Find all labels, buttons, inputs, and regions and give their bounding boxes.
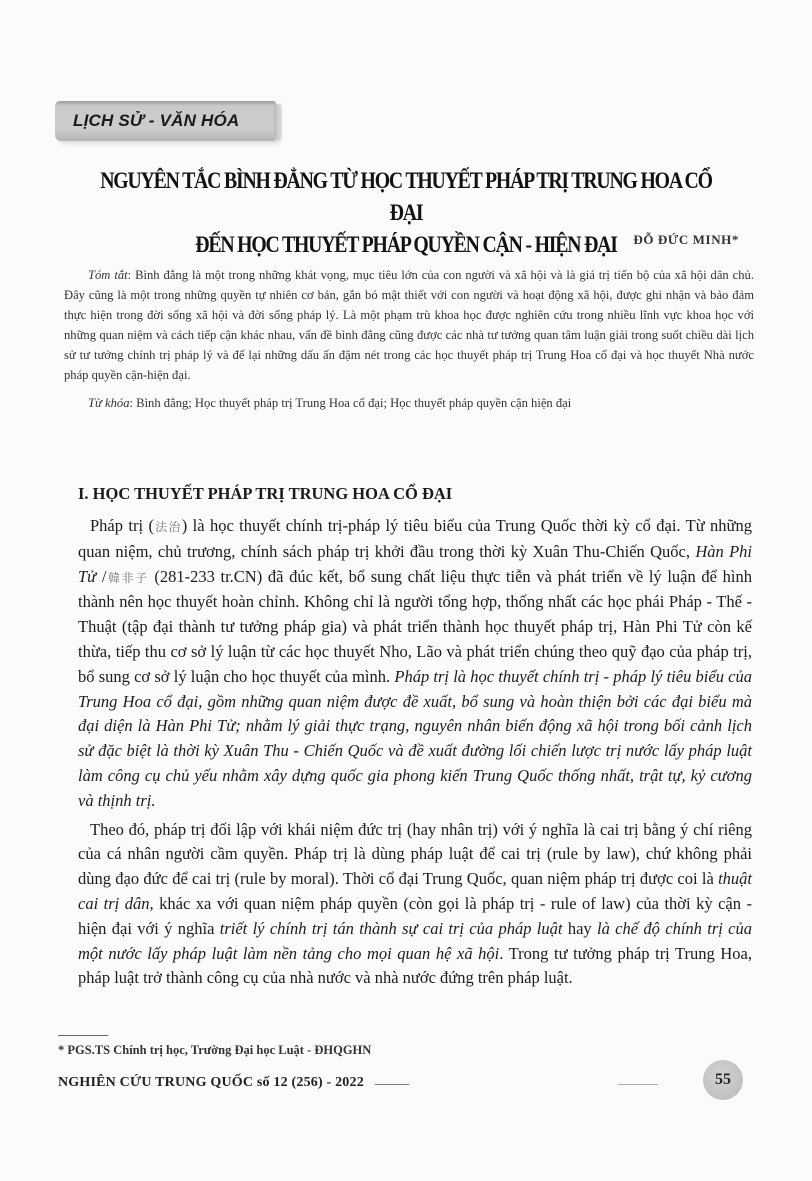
- article-title-line-2: ĐẾN HỌC THUYẾT PHÁP QUYỀN CẬN - HIỆN ĐẠI: [195, 232, 617, 257]
- keywords-text: : Bình đẳng; Học thuyết pháp trị Trung Hoa cổ đại; Học thuyết pháp quyền cận hiện đại: [129, 396, 572, 410]
- body-paragraph-2: [78, 818, 752, 992]
- author-footnote: * PGS.TS Chính trị học, Trường Đại học Luật - ĐHQGHN: [58, 1043, 372, 1057]
- page-number-badge: 55: [703, 1060, 743, 1100]
- text-run: /: [96, 566, 107, 586]
- body-text: [78, 514, 752, 991]
- chinese-characters: 法治: [153, 520, 182, 534]
- italic-phrase: thuật cai trị dân: [78, 869, 752, 913]
- article-title: [91, 165, 721, 261]
- italic-definition: Pháp trị là học thuyết chính trị - pháp lý tiêu biểu của Trung Hoa cổ đại, gồm những quan niệm được đề xuất, bổ sung và hoàn thiện bởi các đại biểu mà đại diện là Hàn Phi Tử; nhằm lý giải thực trạng, nguyên nhân biến động xã hội trong bối cảnh lịch sử đặc biệt là thời kỳ Xuân Thu - Chiến Quốc và đề xuất đường lối chiến lược trị nước lấy pháp luật làm công cụ chủ yếu nhằm xây dựng quốc gia phong kiến Trung Quốc thống nhất, trật tự, kỷ cương và thịnh trị.: [78, 666, 752, 810]
- section-heading: I. HỌC THUYẾT PHÁP TRỊ TRUNG HOA CỔ ĐẠI: [78, 484, 453, 503]
- author-name: ĐỖ ĐỨC MINH*: [633, 232, 739, 247]
- text-run: (281-233 tr.CN) đã đúc kết, bổ sung chất liệu thực tiễn và phát triển về lý luận để hình thành nên học thuyết hoàn chỉnh. Không chỉ là người tổng hợp, thống nhất các học phái Pháp - Thế - Thuật (tập đại thành tư tưởng pháp gia) và phát triển thành học thuyết pháp trị, Hàn Phi Tử còn kế thừa, tiếp thu cơ sở lý luận từ các học thuyết Nho, Lão và phát triển chúng theo quỹ đạo của pháp trị, bổ sung cơ sở lý luận cho học thuyết của mình.: [78, 566, 752, 686]
- keywords-label: Từ khóa: [88, 396, 130, 410]
- abstract-label: Tóm tắt: [88, 268, 128, 282]
- text-run: ) là học thuyết chính trị-pháp lý tiêu biểu của Trung Quốc thời kỳ cổ đại. Từ những quan niệm, chủ trương, chính sách pháp trị khởi đầu trong thời kỳ Xuân Thu-Chiến Quốc,: [78, 516, 752, 561]
- italic-name: Hàn Phi Tử: [78, 541, 752, 586]
- footer-rule-faint: [618, 1084, 658, 1085]
- body-paragraph-1: [78, 514, 752, 814]
- keywords-paragraph: [64, 393, 754, 413]
- text-run: hay: [562, 918, 597, 938]
- article-title-line-1: NGUYÊN TẮC BÌNH ĐẲNG TỪ HỌC THUYẾT PHÁP TRỊ TRUNG HOA CỔ ĐẠI: [100, 168, 712, 225]
- footer-rule: [375, 1084, 409, 1085]
- text-run: . Trong tư tưởng pháp trị Trung Hoa, pháp luật trở thành công cụ của nhà nước và nhà nước đứng trên pháp luật.: [78, 943, 752, 988]
- footnote-divider: [58, 1035, 108, 1036]
- section-category-badge: [55, 101, 276, 141]
- italic-phrase: là chế độ chính trị của một nước lấy pháp luật làm nền tảng cho mọi quan hệ xã hội: [78, 918, 753, 963]
- abstract: [64, 265, 754, 413]
- abstract-paragraph: [64, 265, 754, 385]
- chinese-characters: 韓非子: [106, 570, 149, 585]
- text-run: , khác xa với quan niệm pháp quyền (còn gọi là pháp trị - rule of law) của thời kỳ cận - hiện đại với ý nghĩa: [78, 893, 752, 938]
- section-category-label: LỊCH SỬ - VĂN HÓA: [73, 111, 240, 130]
- text-run: Theo đó, pháp trị đối lập với khái niệm đức trị (hay nhân trị) với ý nghĩa là cai trị bằng ý chí riêng của cá nhân người cầm quyền. Pháp trị là dùng pháp luật để cai trị (rule by law), chứ không phải dùng đạo đức để cai trị (rule by moral). Thời cổ đại Trung Quốc, quan niệm pháp trị được coi là: [78, 819, 752, 889]
- abstract-text: : Bình đẳng là một trong những khát vọng, mục tiêu lớn của con người và xã hội và là giá trị tiến bộ của xã hội dân chủ. Đây cũng là một trong những quyền tự nhiên cơ bản, gắn bó mật thiết với con người và hoạt động xã hội, được ghi nhận và bảo đảm thực hiện trong đời sống xã hội và đời sống pháp lý. Là một phạm trù khoa học được nghiên cứu trong nhiều lĩnh vực khoa học với những quan niệm và cách tiếp cận khác nhau, vấn đề bình đẳng cũng được các nhà tư tưởng quan tâm luận giải trong suốt chiều dài lịch sử tư tưởng chính trị pháp lý và để lại những dấu ấn đậm nét trong các học thuyết pháp trị Trung Hoa cổ đại và học thuyết Nhà nước pháp quyền cận-hiện đại.: [64, 268, 754, 382]
- text-run: Pháp trị (: [90, 516, 154, 535]
- italic-phrase: triết lý chính trị tán thành sự cai trị của pháp luật: [219, 918, 563, 938]
- journal-footer: NGHIÊN CỨU TRUNG QUỐC số 12 (256) - 2022: [58, 1075, 364, 1090]
